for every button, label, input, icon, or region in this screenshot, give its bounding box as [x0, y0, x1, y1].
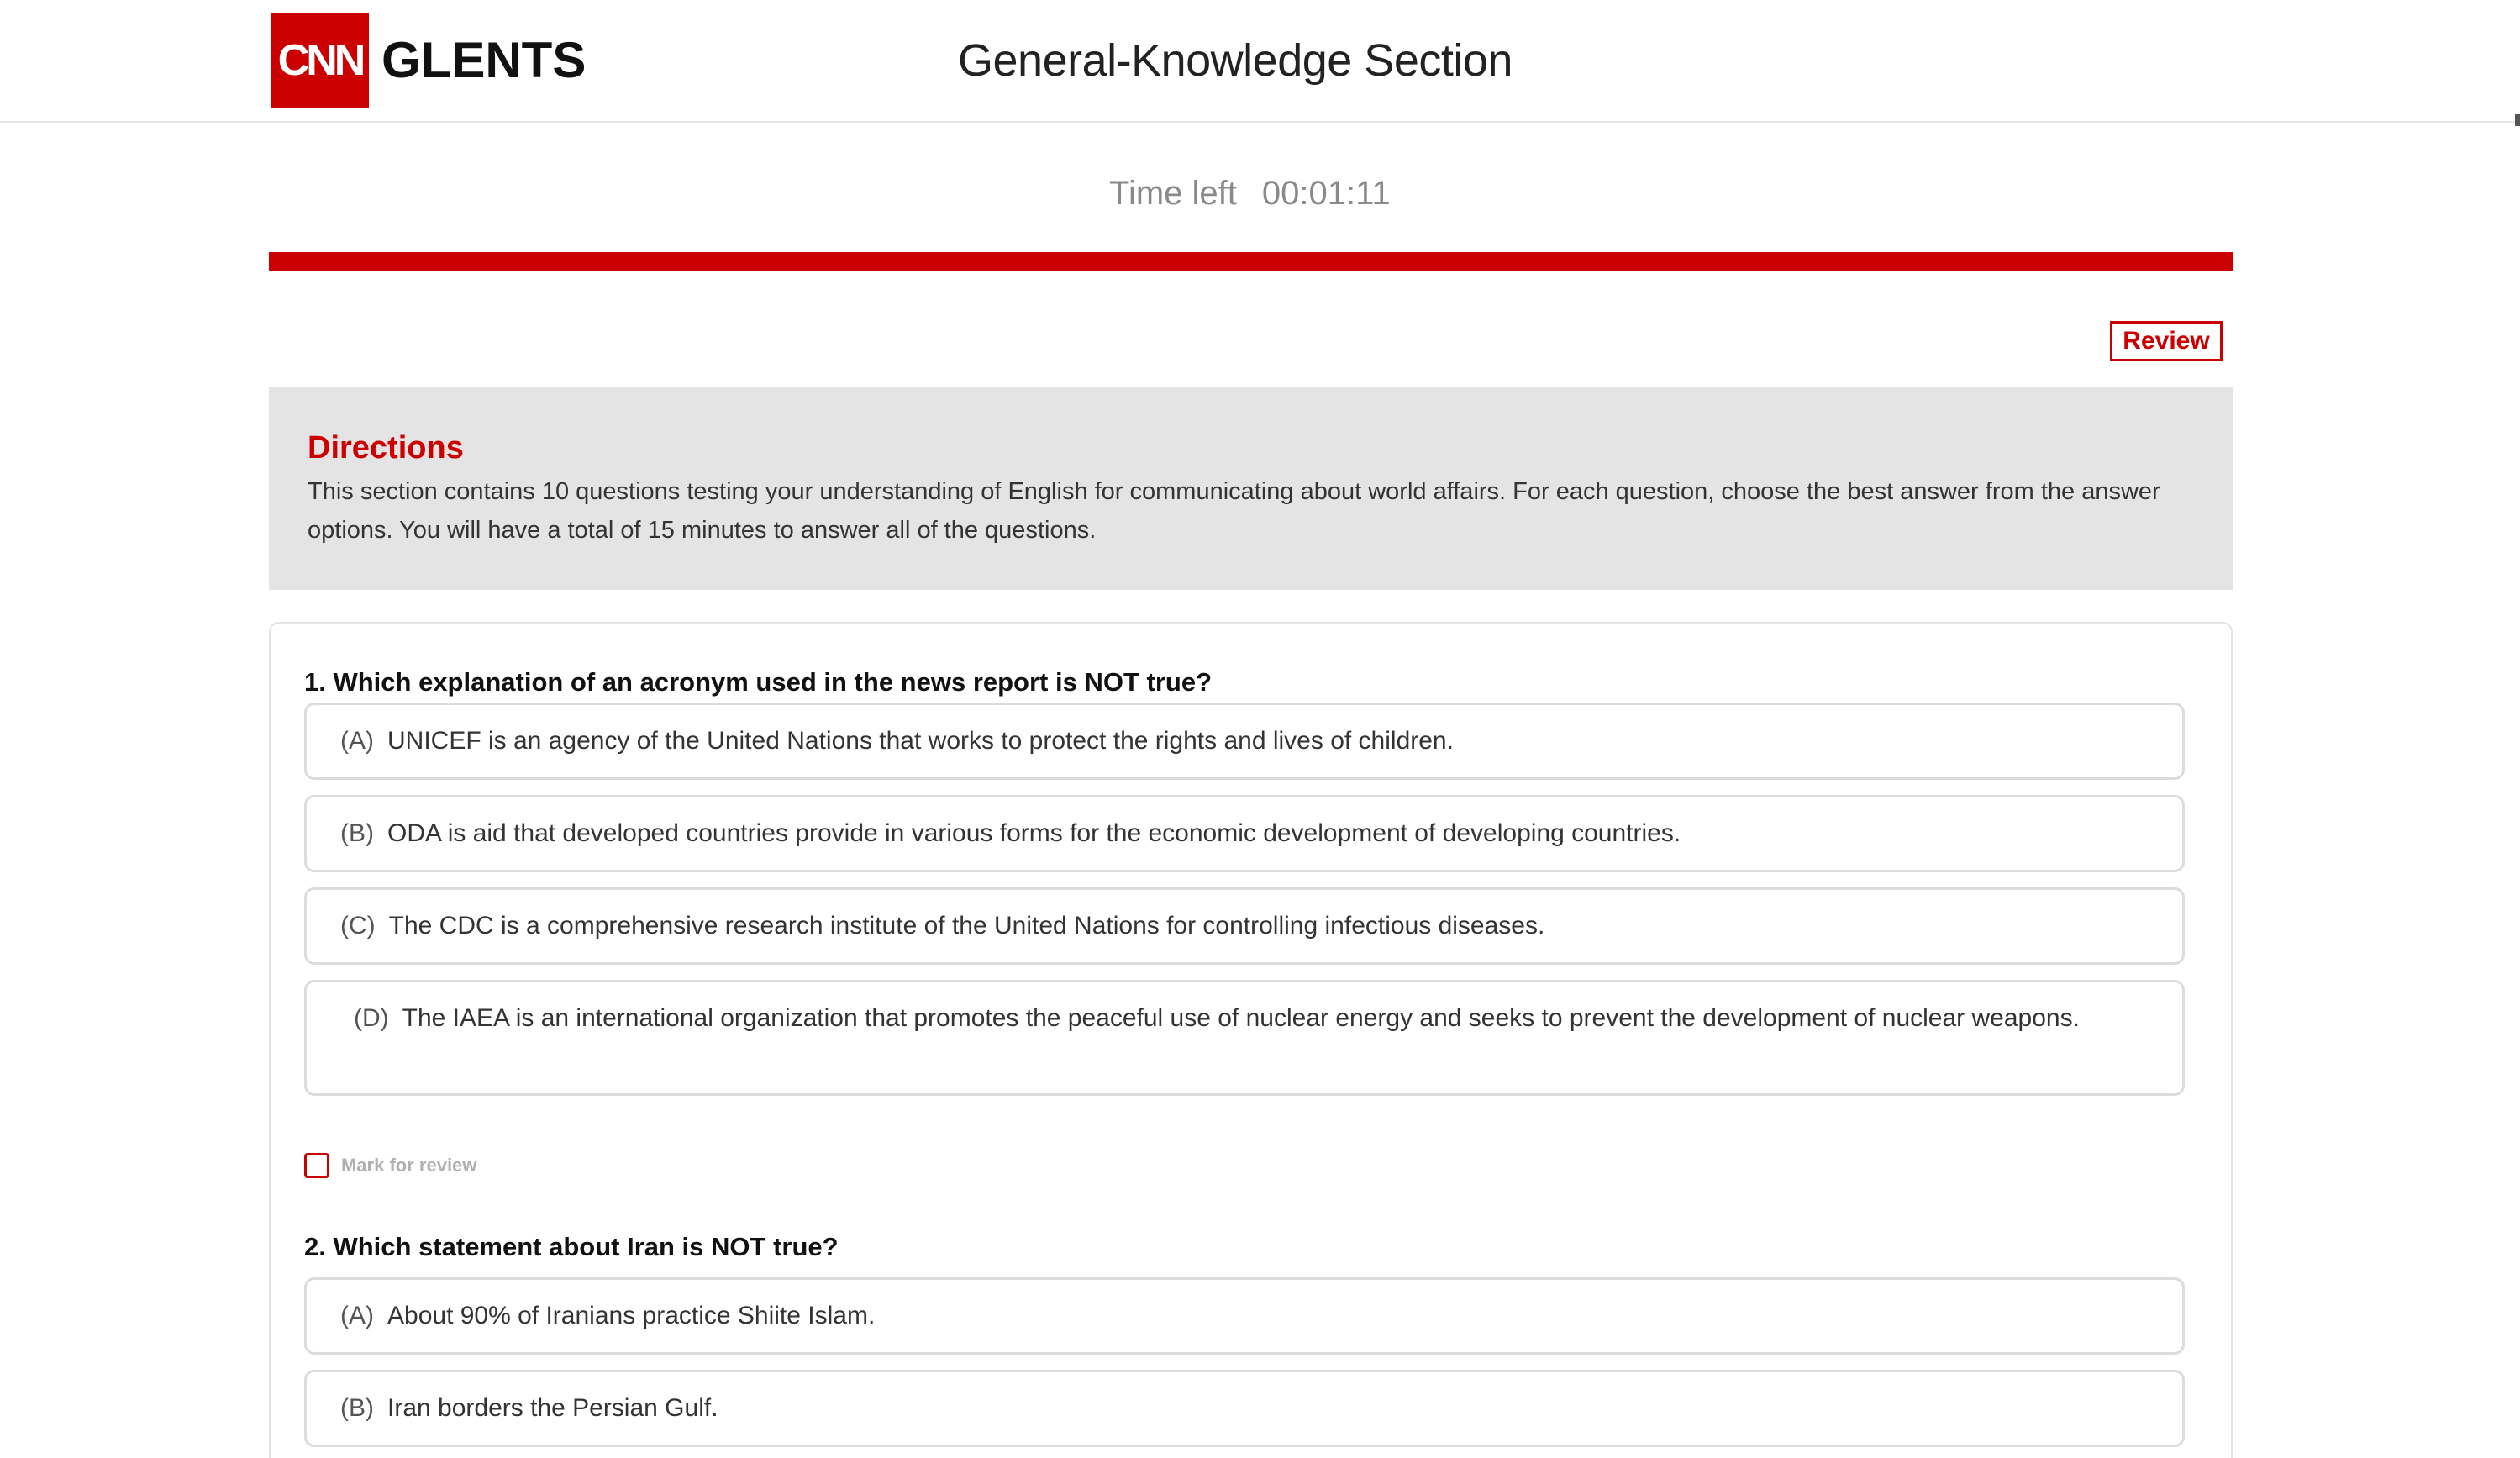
question-1-option-b[interactable]: [304, 795, 2185, 872]
question-1-option-c[interactable]: [304, 887, 2185, 965]
mark-for-review[interactable]: [304, 1153, 476, 1178]
option-letter: (D): [354, 1004, 389, 1032]
top-header: [0, 0, 2520, 123]
directions-text: This section contains 10 questions testing your understanding of English for communicating about world affairs. For each question, choose the best answer from the answer options. You will have a total of 15 minutes to answer all of the questions.: [308, 478, 2160, 544]
timer-value: 00:01:11: [1261, 175, 1391, 212]
logo-text: CNN: [277, 36, 363, 85]
question-1-option-a[interactable]: [304, 703, 2185, 780]
cnn-logo: [271, 13, 369, 108]
question-2-option-b[interactable]: [304, 1370, 2185, 1447]
question-2-text: 2. Which statement about Iran is NOT true?: [304, 1232, 839, 1261]
brand-name: GLENTS: [381, 32, 587, 88]
option-letter: (B): [340, 819, 374, 847]
option-letter: (A): [340, 727, 374, 755]
time-progress-bar: [269, 252, 2233, 271]
mark-for-review-label: Mark for review: [341, 1155, 477, 1176]
question-2-option-a[interactable]: [304, 1277, 2185, 1355]
time-progress-fill: [269, 252, 2233, 271]
option-text: About 90% of Iranians practice Shiite Islam.: [387, 1302, 876, 1329]
timer: [1109, 171, 1391, 215]
option-text: The IAEA is an international organization that promotes the peaceful use of nuclear energy and seeks to prevent the development of nuclear weapons.: [402, 1004, 2080, 1032]
directions-panel: [269, 387, 2233, 590]
option-text: The CDC is a comprehensive research institute of the United Nations for controlling infectious diseases.: [388, 912, 1545, 940]
option-text: Iran borders the Persian Gulf.: [387, 1394, 718, 1422]
option-text: ODA is aid that developed countries provide in various forms for the economic development of developing countries.: [387, 819, 1681, 847]
option-letter: (A): [340, 1302, 374, 1329]
option-text: UNICEF is an agency of the United Nations that works to protect the rights and lives of children.: [387, 727, 1454, 755]
option-content: [327, 999, 2080, 1038]
mark-for-review-checkbox[interactable]: [304, 1153, 329, 1178]
timer-label: Time left: [1109, 175, 1237, 212]
section-title: General-Knowledge Section: [958, 35, 1513, 86]
scroll-indicator: [2515, 114, 2520, 126]
option-letter: (B): [340, 1394, 374, 1422]
directions-title: Directions: [308, 430, 464, 466]
review-button[interactable]: Review: [2110, 321, 2223, 361]
questions-card: [269, 622, 2233, 1458]
option-letter: (C): [340, 912, 376, 940]
question-1-option-d[interactable]: [304, 980, 2185, 1096]
question-1-text: 1. Which explanation of an acronym used in the news report is NOT true?: [304, 667, 1213, 697]
